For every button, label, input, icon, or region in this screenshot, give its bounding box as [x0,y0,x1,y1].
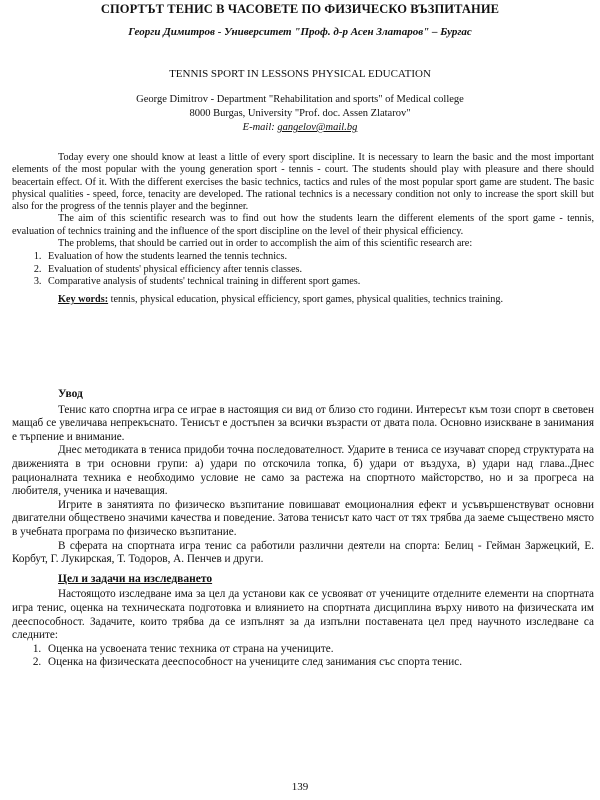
email-line [0,121,600,135]
affiliation-line-2: 8000 Burgas, University "Prof. doc. Assen Zlatarov" [189,108,411,119]
english-title: TENNIS SPORT IN LESSONS PHYSICAL EDUCATION [169,68,431,80]
goals-heading: Цел и задачи на изследването [58,572,213,585]
goals-paragraph: Настоящото изследване има за цел да установи как се усвояват от учениците отделните елементи на спортната игра тенис, оценка на техническата подготовка и влиянието на спортната дисциплина върху нивото на физическата им дееспособност. Задачите, които трябва да се изпълнят за да изпълни поставената цел пред научното изследване са следните: [12,588,594,642]
page-number: 139 [291,781,309,793]
bulgarian-author-line: Георги Димитров - Университет "Проф. д-р Асен Златаров" – Бургас [128,26,472,38]
english-affiliation [0,93,600,135]
email-label: E-mail: [242,122,275,133]
list-item: 2. Evaluation of students' physical efficiency after tennis classes. [44,264,594,276]
intro-paragraph-2: Днес методиката в тениса придоби точна последователност. Ударите в тениса се изучават според структурата на движенията в три основни групи: а) удари по отскочила топка, б) удари от въздуха, в) удари над глава..Днес рационалната техника е необходимо условие не само за растежа на спортното майсторство, но и за прогреса на любителя, ученика и начеващия. [12,444,594,498]
intro-paragraph-3: Игрите в занятията по физическо възпитание повишават емоционалния ефект и усъвършенствуват основни двигателни обществено значими качества и поведение. Затова тенисът като част от тях трябва да заеме съществено място в учебната програма по физическо възпитание. [12,498,594,538]
abstract-paragraph-2: The aim of this scientific research was to find out how the students learn the different elements of the sport game - tennis, evaluation of technics training and the influence of the sport discipline on the level of their physical efficiency. [12,213,594,237]
intro-heading: Увод [58,388,83,400]
list-item: 3. Comparative analysis of students' technical training in different sport games. [44,276,594,288]
bulgarian-title: СПОРТЪТ ТЕНИС В ЧАСОВЕТЕ ПО ФИЗИЧЕСКО ВЪЗПИТАНИЕ [100,2,500,16]
intro-paragraph-1: Тенис като спортна игра се играе в настоящия си вид от близо сто години. Интересът към този спорт в световен мащаб се увеличава непрекъснато. Тенисът е достъпен за всички възрасти от двата пола. Основно изискване в занимания е търпение и внимание. [12,403,594,443]
english-abstract [12,152,594,307]
goals-task-list [30,643,594,670]
abstract-paragraph-1: Today every one should know at least a little of every sport discipline. It is necessary to learn the basic and the most important elements of the most popular with the young generation sport - tennis - court. The students should play with pleasure and there should beacertain effect. Of it. With the different exercises the basic technics, tactics and rules of the most popular sport game are student. The basic physical qualities - speed, force, tenacity are developed. The rational technics is a necessary condition not only to increase the sport skill but also for the progress of the tennis player and the beginner. [12,152,594,213]
intro-paragraph-4: В сферата на спортната игра тенис са работили различни деятели на спорта: Белиц - Гейман Заржецкий, Е. Корбут, Г. Лукирская, Т. Тодоров, А. Пенчев и други. [12,539,594,566]
abstract-problem-list [30,251,594,288]
email-link[interactable]: gangelov@mail.bg [277,122,358,133]
list-item: 2. Оценка на физическата дееспособност на учениците след занимания със спорта тенис. [44,656,594,670]
list-item: 1. Evaluation of how the students learned the tennis technics. [44,251,594,263]
keywords-label: Key words: [58,294,109,306]
keywords-paragraph [12,294,594,306]
abstract-paragraph-3: The problems, that should be carried out in order to accomplish the aim of this scientific research are: [58,238,473,250]
list-item: 1. Оценка на усвоената тенис техника от страна на учениците. [44,643,594,657]
bulgarian-body [12,382,594,670]
keywords-text: tennis, physical education, physical efficiency, sport games, physical qualities, technics training. [110,294,504,306]
affiliation-line-1: George Dimitrov - Department "Rehabilitation and sports" of Medical college [136,94,464,105]
